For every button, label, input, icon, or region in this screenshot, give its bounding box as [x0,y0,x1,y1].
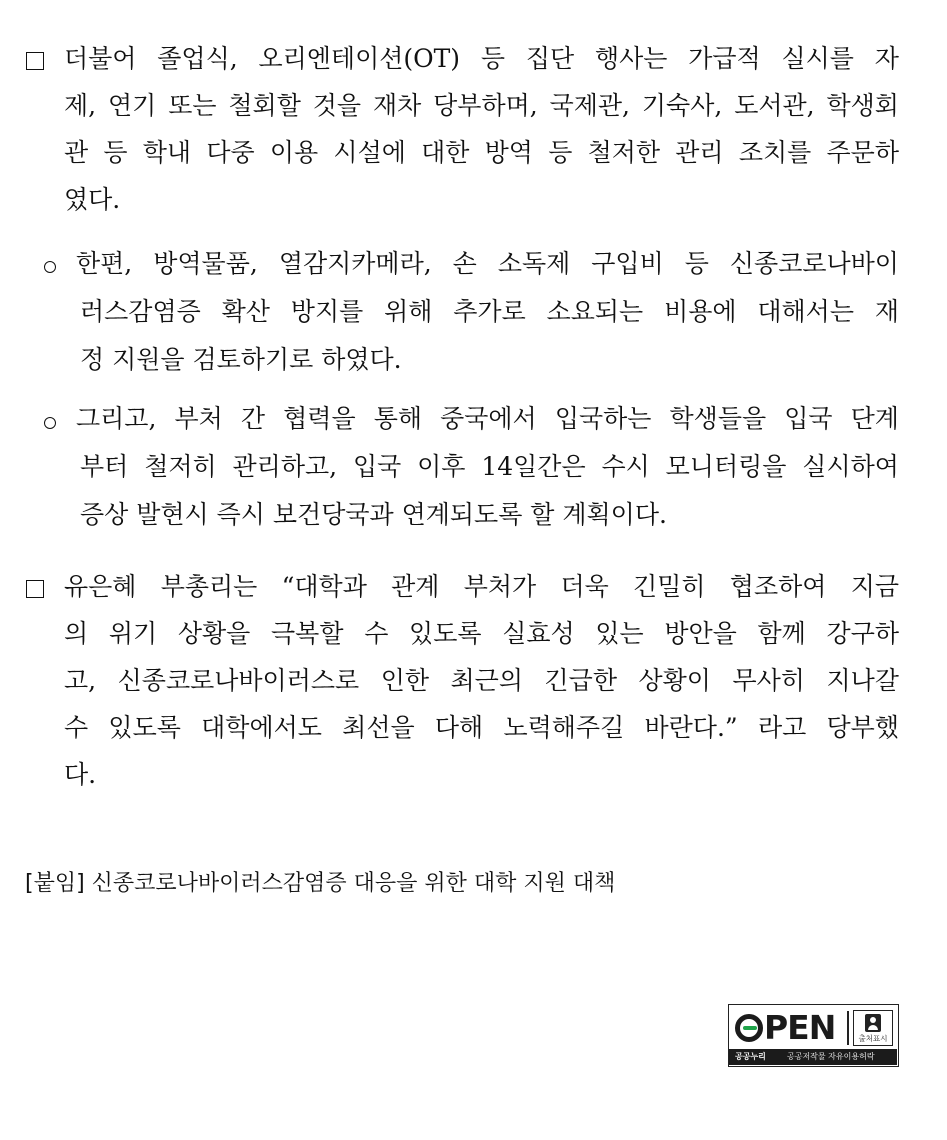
license-description: 공공저작물 자유이용허락 [787,1052,875,1061]
paragraph-3-line-3: 증상 발현시 즉시 보건당국과 연계되도록 할 계획이다. [80,500,667,529]
paragraph-1-line-1: 더불어 졸업식, 오리엔테이션(OT) 등 집단 행사는 가급적 실시를 자 [64,44,899,73]
open-o-icon [735,1014,763,1042]
license-footer [729,1049,897,1065]
square-bullet-icon [26,52,44,70]
attribution-icon [853,1010,893,1046]
attribution-label: 출처표시 [858,1034,888,1043]
open-logo: PEN [735,1010,835,1046]
square-bullet-icon [26,580,44,598]
paragraph-2-line-2: 러스감염증 확산 방지를 위해 추가로 소요되는 비용에 대해서는 재 [80,297,899,326]
paragraph-4-line-5: 다. [64,760,97,789]
person-icon [865,1014,881,1032]
paragraph-3-line-2: 부터 철저히 관리하고, 입국 이후 14일간은 수시 모니터링을 실시하여 [80,452,899,481]
paragraph-4-line-1: 유은혜 부총리는 “대학과 관계 부처가 더욱 긴밀히 협조하여 지금 [64,572,899,601]
license-name: 공공누리 [735,1052,766,1061]
paragraph-1-line-2: 제, 연기 또는 철회할 것을 재차 당부하며, 국제관, 기숙사, 도서관, 학생회 [64,91,899,120]
circle-bullet-icon [44,261,56,273]
paragraph-4-line-2: 의 위기 상황을 극복할 수 있도록 실효성 있는 방안을 함께 강구하 [64,619,899,648]
paragraph-4-line-4: 수 있도록 대학에서도 최선을 다해 노력해주길 바란다.” 라고 당부했 [64,713,899,742]
attachment-note: [붙임] 신종코로나바이러스감염증 대응을 위한 대학 지원 대책 [25,871,616,896]
paragraph-1-line-3: 관 등 학내 다중 이용 시설에 대한 방역 등 철저한 관리 조치를 주문하 [64,138,899,167]
circle-bullet-icon [44,417,56,429]
paragraph-2-line-3: 정 지원을 검토하기로 하였다. [80,345,402,374]
kogl-open-license-badge [728,1004,899,1067]
paragraph-4-line-3: 고, 신종코로나바이러스로 인한 최근의 긴급한 상황이 무사히 지나갈 [64,666,899,695]
paragraph-1-line-4: 였다. [64,185,121,214]
paragraph-3-line-1: 그리고, 부처 간 협력을 통해 중국에서 입국하는 학생들을 입국 단계 [76,404,899,433]
paragraph-2-line-1: 한편, 방역물품, 열감지카메라, 손 소독제 구입비 등 신종코로나바이 [76,249,899,278]
